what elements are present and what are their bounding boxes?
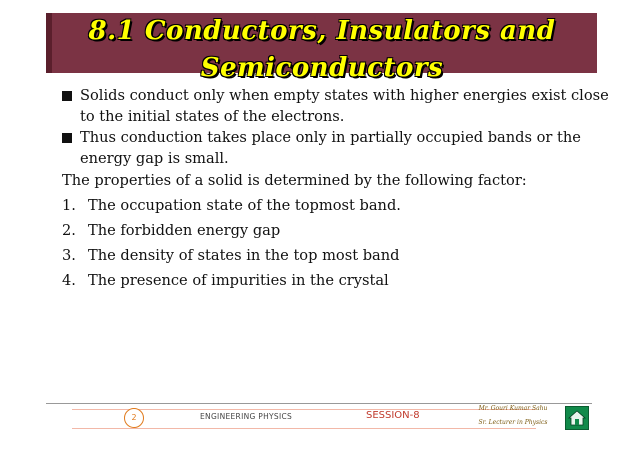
author-role: Sr. Lecturer in Physics [478, 419, 548, 426]
item-text: The presence of impurities in the crystal [88, 272, 389, 289]
title-line-2: Semiconductors [200, 53, 444, 83]
item-text: The forbidden energy gap [88, 222, 281, 239]
item-number: 3. [62, 247, 76, 264]
item-number: 2. [62, 222, 76, 239]
item-number: 4. [62, 272, 76, 289]
square-bullet-icon [62, 133, 72, 143]
session-label: SESSION-8 [366, 410, 420, 421]
numbered-item [62, 270, 622, 291]
numbered-item [62, 245, 622, 266]
bullet-item [62, 85, 622, 127]
bullet-item [62, 127, 622, 169]
intro-text: The properties of a solid is determined by the following factor: [62, 172, 527, 189]
slide-body [62, 85, 622, 291]
home-button[interactable] [565, 406, 589, 430]
author-name: Mr. Gouri Kumar Sahu [478, 405, 548, 412]
home-icon [566, 407, 588, 429]
item-number: 1. [62, 197, 76, 214]
square-bullet-icon [62, 91, 72, 101]
slide-title [52, 13, 592, 87]
bullet-text: Thus conduction takes place only in partially occupied bands or the energy gap is small. [80, 129, 581, 167]
author-credit [468, 402, 558, 430]
bullet-text: Solids conduct only when empty states with higher energies exist close to the initial states of the electrons. [80, 87, 609, 125]
item-text: The occupation state of the topmost band. [88, 197, 401, 214]
title-line-1: 8.1 Conductors, Insulators and [88, 16, 556, 46]
page-number: 2 [124, 408, 144, 428]
item-text: The density of states in the top most band [88, 247, 400, 264]
numbered-item [62, 195, 622, 216]
course-name: ENGINEERING PHYSICS [200, 412, 293, 421]
numbered-item [62, 220, 622, 241]
